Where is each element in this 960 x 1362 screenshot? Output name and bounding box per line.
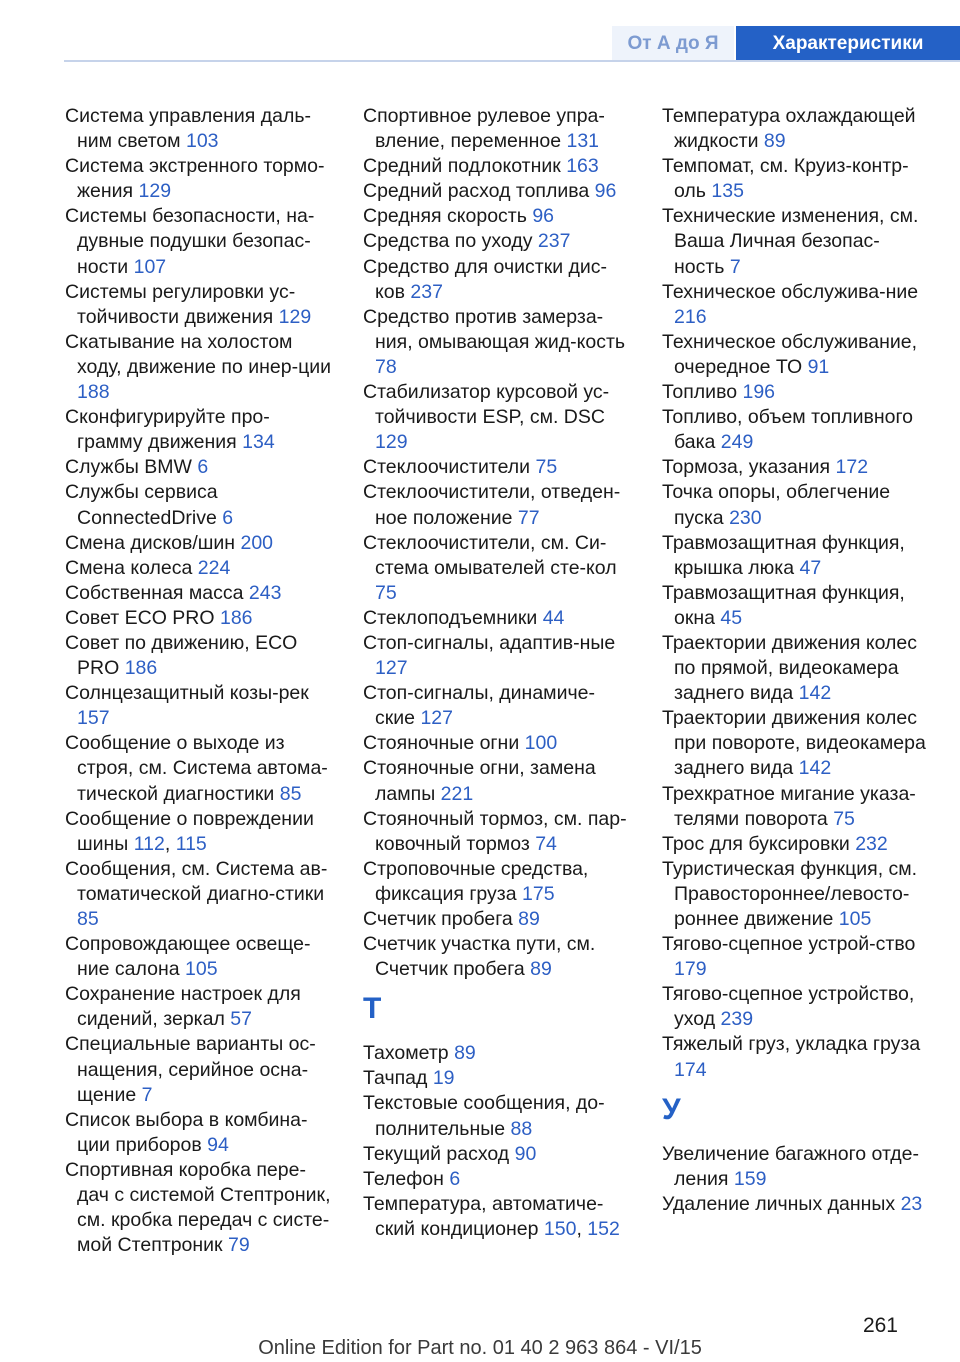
page-link[interactable]: 188: [77, 381, 110, 404]
index-entry: [363, 731, 633, 756]
index-entry: [363, 857, 633, 907]
index-entry: [65, 581, 335, 606]
page-link[interactable]: 75: [833, 807, 855, 830]
index-entry-text: Телефон: [363, 1167, 450, 1190]
index-entry-text: Сохранение настроек для сидений, зеркал: [65, 983, 301, 1031]
index-entry: [65, 204, 335, 279]
page-link[interactable]: 89: [454, 1042, 476, 1065]
index-entry: [662, 832, 930, 857]
page-link[interactable]: 243: [248, 581, 282, 604]
index-entry: [662, 1032, 930, 1082]
page-link[interactable]: 196: [742, 381, 776, 404]
page-link[interactable]: 89: [518, 908, 540, 930]
index-entry-text: Средняя скорость: [363, 205, 533, 228]
index-entry: [363, 204, 633, 229]
page-link[interactable]: 6: [449, 1167, 461, 1190]
index-entry: [662, 330, 930, 380]
index-letter-heading: Т: [363, 992, 382, 1026]
page-link[interactable]: 174: [674, 1058, 707, 1081]
index-entry: [363, 932, 633, 982]
page-link[interactable]: 89: [530, 958, 552, 981]
page-link[interactable]: 179: [674, 958, 707, 981]
index-entry-text: Стеклоочистители, отведен-ное положение: [363, 481, 621, 529]
index-entry: [363, 1041, 633, 1066]
index-entry: [363, 1066, 633, 1091]
index-entry-text: Смена дисков/шин: [65, 531, 241, 554]
index-entry: [662, 480, 930, 530]
page-link[interactable]: 105: [838, 908, 872, 930]
index-entry: [65, 280, 335, 330]
index-entry-text: Точка опоры, облегчение пуска: [662, 481, 891, 529]
page-link[interactable]: 107: [133, 255, 167, 278]
index-entry: [65, 455, 335, 480]
page-link[interactable]: 216: [674, 305, 707, 328]
page-link[interactable]: 6: [222, 506, 234, 529]
tab-characteristics[interactable]: Характеристики: [736, 26, 960, 62]
page-link[interactable]: 7: [729, 255, 741, 278]
page-link[interactable]: 175: [522, 882, 555, 905]
index-entry-text: Система управления даль-ним светом: [65, 105, 311, 153]
header-rule: [64, 60, 960, 62]
page-link[interactable]: 85: [77, 908, 99, 930]
page-link[interactable]: 152: [587, 1217, 620, 1240]
index-entry-text: Топливо, объем топливного бака: [662, 406, 913, 454]
index-entry-text: Стеклоочистители, см. Си-стема омывателей сте-кол: [363, 531, 617, 579]
index-entry-text: Тяжелый груз, укладка груза: [662, 1033, 921, 1056]
index-entry-text: Технические изменения, см. Ваша Личная безопас-ность: [662, 205, 919, 278]
index-entry-text: Топливо: [662, 381, 743, 404]
page-link[interactable]: 75: [375, 581, 397, 604]
index-entry: [363, 807, 633, 857]
page-link[interactable]: 142: [798, 682, 832, 705]
page-link[interactable]: 150: [543, 1217, 577, 1240]
page-link[interactable]: 129: [278, 305, 312, 328]
index-entry-text: Система экстренного тормо-жения: [65, 155, 325, 203]
index-entry-text: Тягово-сцепное устройство, уход: [662, 983, 915, 1031]
page-link[interactable]: 115: [175, 832, 207, 855]
page-link[interactable]: 45: [720, 606, 743, 629]
page-link[interactable]: 44: [542, 606, 565, 629]
page-link[interactable]: 75: [535, 456, 558, 479]
page-link[interactable]: 91: [807, 355, 830, 378]
index-entry-text: Строповочные средства, фиксация груза: [363, 857, 589, 905]
index-entry-text: Системы регулировки ус-тойчивости движения: [65, 280, 296, 328]
index-entry-text: Температура, автоматиче-ский кондиционер: [363, 1192, 604, 1240]
index-entry-text: Стеклоподъемники: [363, 606, 543, 629]
index-entry: [363, 907, 633, 932]
index-entry-text: Средний расход топлива: [363, 180, 595, 203]
index-column-1: [65, 104, 335, 1258]
index-entry-text: Средство против замерза-ния, омывающая жид-кость: [363, 305, 626, 353]
page-link[interactable]: 19: [432, 1067, 455, 1090]
index-entry: [662, 455, 930, 480]
index-entry: [65, 681, 335, 731]
index-entry-text: Смена колеса: [65, 556, 198, 579]
index-entry-text: Температура охлаждающей жидкости: [662, 105, 916, 153]
index-entry: [363, 305, 633, 380]
index-entry-text: Тягово-сцепное устрой-ство: [662, 933, 916, 956]
index-entry-text: Техническое обслуживание, очередное ТО: [662, 330, 917, 378]
index-entry: [662, 631, 930, 706]
page-number: 261: [862, 1314, 898, 1337]
index-entry: [363, 380, 633, 455]
page-link[interactable]: 142: [798, 757, 832, 780]
index-entry-text: Специальные варианты ос-нащения, серийное осна-щение: [65, 1033, 316, 1106]
page-link[interactable]: 239: [720, 1008, 754, 1031]
page-link[interactable]: 88: [510, 1117, 533, 1140]
page-link[interactable]: 77: [517, 506, 540, 529]
index-entry-text: Тачпад: [363, 1067, 433, 1090]
index-entry: [363, 1192, 633, 1242]
page-link[interactable]: 94: [207, 1133, 229, 1156]
index-entry-text: Стояночный тормоз, см. пар-ковочный тормоз: [363, 807, 627, 855]
index-entry: [65, 154, 335, 204]
index-entry: [662, 581, 930, 631]
page-link[interactable]: 186: [219, 606, 253, 629]
index-entry-text: Системы безопасности, на-дувные подушки безопас-ности: [65, 205, 315, 278]
page-link[interactable]: 172: [835, 456, 869, 479]
index-entry-text: Стабилизатор курсовой ус-тойчивости ESP, см. DSC: [363, 381, 610, 429]
index-entry: [65, 631, 335, 681]
index-entry: [363, 1167, 633, 1192]
page-link[interactable]: 157: [77, 707, 110, 730]
index-entry-text: Солнцезащитный козы-рек: [65, 682, 309, 705]
index-entry-text: Сообщение о выходе из строя, см. Система автома-тической диагностики: [65, 732, 328, 805]
index-entry: [662, 857, 930, 932]
page-link[interactable]: 100: [524, 732, 558, 755]
page-link[interactable]: 131: [566, 130, 600, 153]
page-link[interactable]: 96: [532, 205, 555, 228]
page-separator: ,: [164, 832, 176, 855]
index-entry-text: Траектории движения колес при повороте, видеокамера заднего вида: [662, 707, 926, 780]
index-entry: [662, 104, 930, 154]
index-entry-text: Счетчик участка пути, см. Счетчик пробега: [363, 933, 596, 981]
index-entry: [662, 1142, 930, 1192]
index-entry-text: Увеличение багажного отде-ления: [662, 1142, 919, 1190]
index-entry: [65, 982, 335, 1032]
index-entry: [363, 631, 633, 681]
page-link[interactable]: 78: [375, 355, 397, 378]
index-entry: [65, 104, 335, 154]
index-entry: [65, 556, 335, 581]
page-link[interactable]: 200: [240, 531, 274, 554]
index-column-2: [363, 104, 633, 1242]
index-entry: [363, 179, 633, 204]
index-entry-text: Службы сервиса ConnectedDrive: [65, 481, 223, 529]
index-entry-text: Счетчик пробега: [363, 908, 519, 930]
index-entry-text: Травмозащитная функция, крышка люка: [662, 531, 905, 579]
index-entry-text: Список выбора в комбина-ции приборов: [65, 1108, 308, 1156]
index-entry-text: Средство для очистки дис-ков: [363, 255, 608, 303]
page-link[interactable]: 237: [537, 230, 571, 253]
page-link[interactable]: 85: [279, 782, 302, 805]
index-entry: [363, 681, 633, 731]
page-link[interactable]: 230: [729, 506, 762, 529]
index-entry-text: Траектории движения колес по прямой, видеокамера заднего вида: [662, 631, 918, 705]
index-entry: [662, 782, 930, 832]
index-entry-text: Тормоза, указания: [662, 456, 836, 479]
index-entry: [65, 480, 335, 530]
page-link[interactable]: 186: [124, 657, 158, 680]
index-entry-text: Удаление личных данных: [662, 1192, 901, 1215]
page-link[interactable]: 6: [197, 456, 209, 479]
index-entry-text: Средний подлокотник: [363, 155, 567, 178]
page-link[interactable]: 134: [242, 431, 275, 454]
page-link[interactable]: 224: [197, 556, 231, 579]
page-link[interactable]: 129: [375, 431, 408, 454]
index-entry-text: Стояночные огни, замена лампы: [363, 757, 596, 805]
index-entry: [662, 932, 930, 982]
index-entry-text: Трос для буксировки: [662, 832, 856, 855]
index-entry-text: Текстовые сообщения, до-полнительные: [363, 1092, 605, 1140]
index-entry-text: Собственная масса: [65, 581, 249, 604]
index-entry-text: Техническое обслужива-ние: [662, 280, 919, 303]
index-entry: [65, 731, 335, 806]
page-link[interactable]: 237: [410, 280, 443, 303]
page-link[interactable]: 159: [733, 1167, 767, 1190]
index-entry-text: Тахометр: [363, 1042, 455, 1065]
index-entry-text: Спортивное рулевое упра-вление, переменное: [363, 105, 605, 153]
page-link[interactable]: 79: [228, 1234, 250, 1257]
index-entry: [65, 1158, 335, 1258]
index-letter-heading: У: [662, 1092, 681, 1126]
index-entry-text: Темпомат, см. Круиз-контр-оль: [662, 155, 909, 203]
index-entry: [662, 405, 930, 455]
index-entry: [65, 932, 335, 982]
index-entry: [662, 982, 930, 1032]
index-entry-text: Скатывание на холостом ходу, движение по инер-ции: [65, 330, 332, 378]
index-entry: [662, 531, 930, 581]
index-entry: [363, 756, 633, 806]
page-link[interactable]: 74: [535, 832, 557, 855]
index-entry: [65, 330, 335, 405]
index-entry: [65, 1108, 335, 1158]
index-entry: [363, 1142, 633, 1167]
index-entry: [363, 480, 633, 530]
index-entry-text: Спортивная коробка пере-дач с системой Стептроник, см. кробка передач с систе-мой Стептроник: [65, 1158, 331, 1257]
index-entry: [363, 154, 633, 179]
index-entry-text: Службы BMW: [65, 456, 198, 479]
index-entry: [363, 455, 633, 480]
page-link[interactable]: 135: [711, 180, 744, 203]
page-link[interactable]: 232: [855, 832, 888, 855]
tab-a-to-z[interactable]: От А до Я: [612, 26, 734, 62]
index-entry-text: Средства по уходу: [363, 230, 538, 253]
index-entry-text: Совет по движению, ECO PRO: [65, 631, 298, 680]
footer-edition: Online Edition for Part no. 01 40 2 963 864 - VI/15: [258, 1337, 702, 1359]
index-entry-text: Стоп-сигналы, динамиче-ские: [363, 682, 595, 730]
index-entry: [65, 857, 335, 932]
page-link[interactable]: 96: [594, 180, 617, 203]
page-link[interactable]: 23: [900, 1192, 923, 1215]
page-link[interactable]: 249: [720, 431, 754, 454]
index-entry: [662, 380, 930, 405]
page-link[interactable]: 105: [185, 958, 218, 981]
index-entry-text: Совет ECO PRO: [65, 606, 220, 629]
index-entry-text: Сконфигурируйте про-грамму движения: [65, 406, 270, 454]
index-entry-text: Стояночные огни: [363, 732, 525, 755]
index-entry: [363, 229, 633, 254]
index-entry-text: Сообщение о повреждении шины: [65, 807, 314, 855]
index-entry: [662, 154, 930, 204]
index-entry-text: Туристическая функция, см. Правостороннее/левосто-роннее движение: [662, 857, 918, 930]
index-entry: [662, 204, 930, 279]
index-entry: [65, 807, 335, 857]
index-entry: [662, 1192, 930, 1217]
index-entry: [65, 1032, 335, 1107]
page-header: [0, 0, 960, 62]
index-entry-text: Стеклоочистители: [363, 456, 536, 479]
index-entry-text: Сопровождающее освеще-ние салона: [65, 933, 311, 981]
page-link[interactable]: 90: [514, 1142, 537, 1165]
index-entry: [363, 1091, 633, 1141]
page-link[interactable]: 7: [141, 1083, 153, 1106]
index-entry-text: Трехкратное мигание указа-телями поворота: [662, 782, 916, 830]
index-entry-text: Текущий расход: [363, 1142, 515, 1165]
page-link[interactable]: 89: [763, 130, 786, 153]
page-link[interactable]: 103: [185, 130, 219, 153]
index-entry: [662, 280, 930, 330]
index-column-3: [662, 104, 930, 1217]
index-entry-text: Стоп-сигналы, адаптив-ные: [363, 631, 616, 654]
index-entry: [65, 405, 335, 455]
index-entry: [363, 255, 633, 305]
page-separator: ,: [576, 1217, 588, 1240]
index-entry: [363, 531, 633, 606]
index-entry: [662, 706, 930, 781]
page-link[interactable]: 127: [375, 657, 408, 680]
page-link[interactable]: 127: [420, 707, 453, 730]
page-link[interactable]: 129: [138, 180, 172, 203]
index-entry: [363, 606, 633, 631]
page-link[interactable]: 112: [133, 832, 165, 855]
index-entry-text: Травмозащитная функция, окна: [662, 581, 905, 629]
index-entry: [65, 531, 335, 556]
index-entry: [363, 104, 633, 154]
index-entry: [65, 606, 335, 631]
page-link[interactable]: 57: [230, 1008, 252, 1031]
page-link[interactable]: 163: [566, 155, 599, 178]
page-link[interactable]: 221: [440, 782, 474, 805]
page-link[interactable]: 47: [799, 556, 822, 579]
index-entry-text: Сообщения, см. Система ав-томатической диагно-стики: [65, 857, 328, 905]
